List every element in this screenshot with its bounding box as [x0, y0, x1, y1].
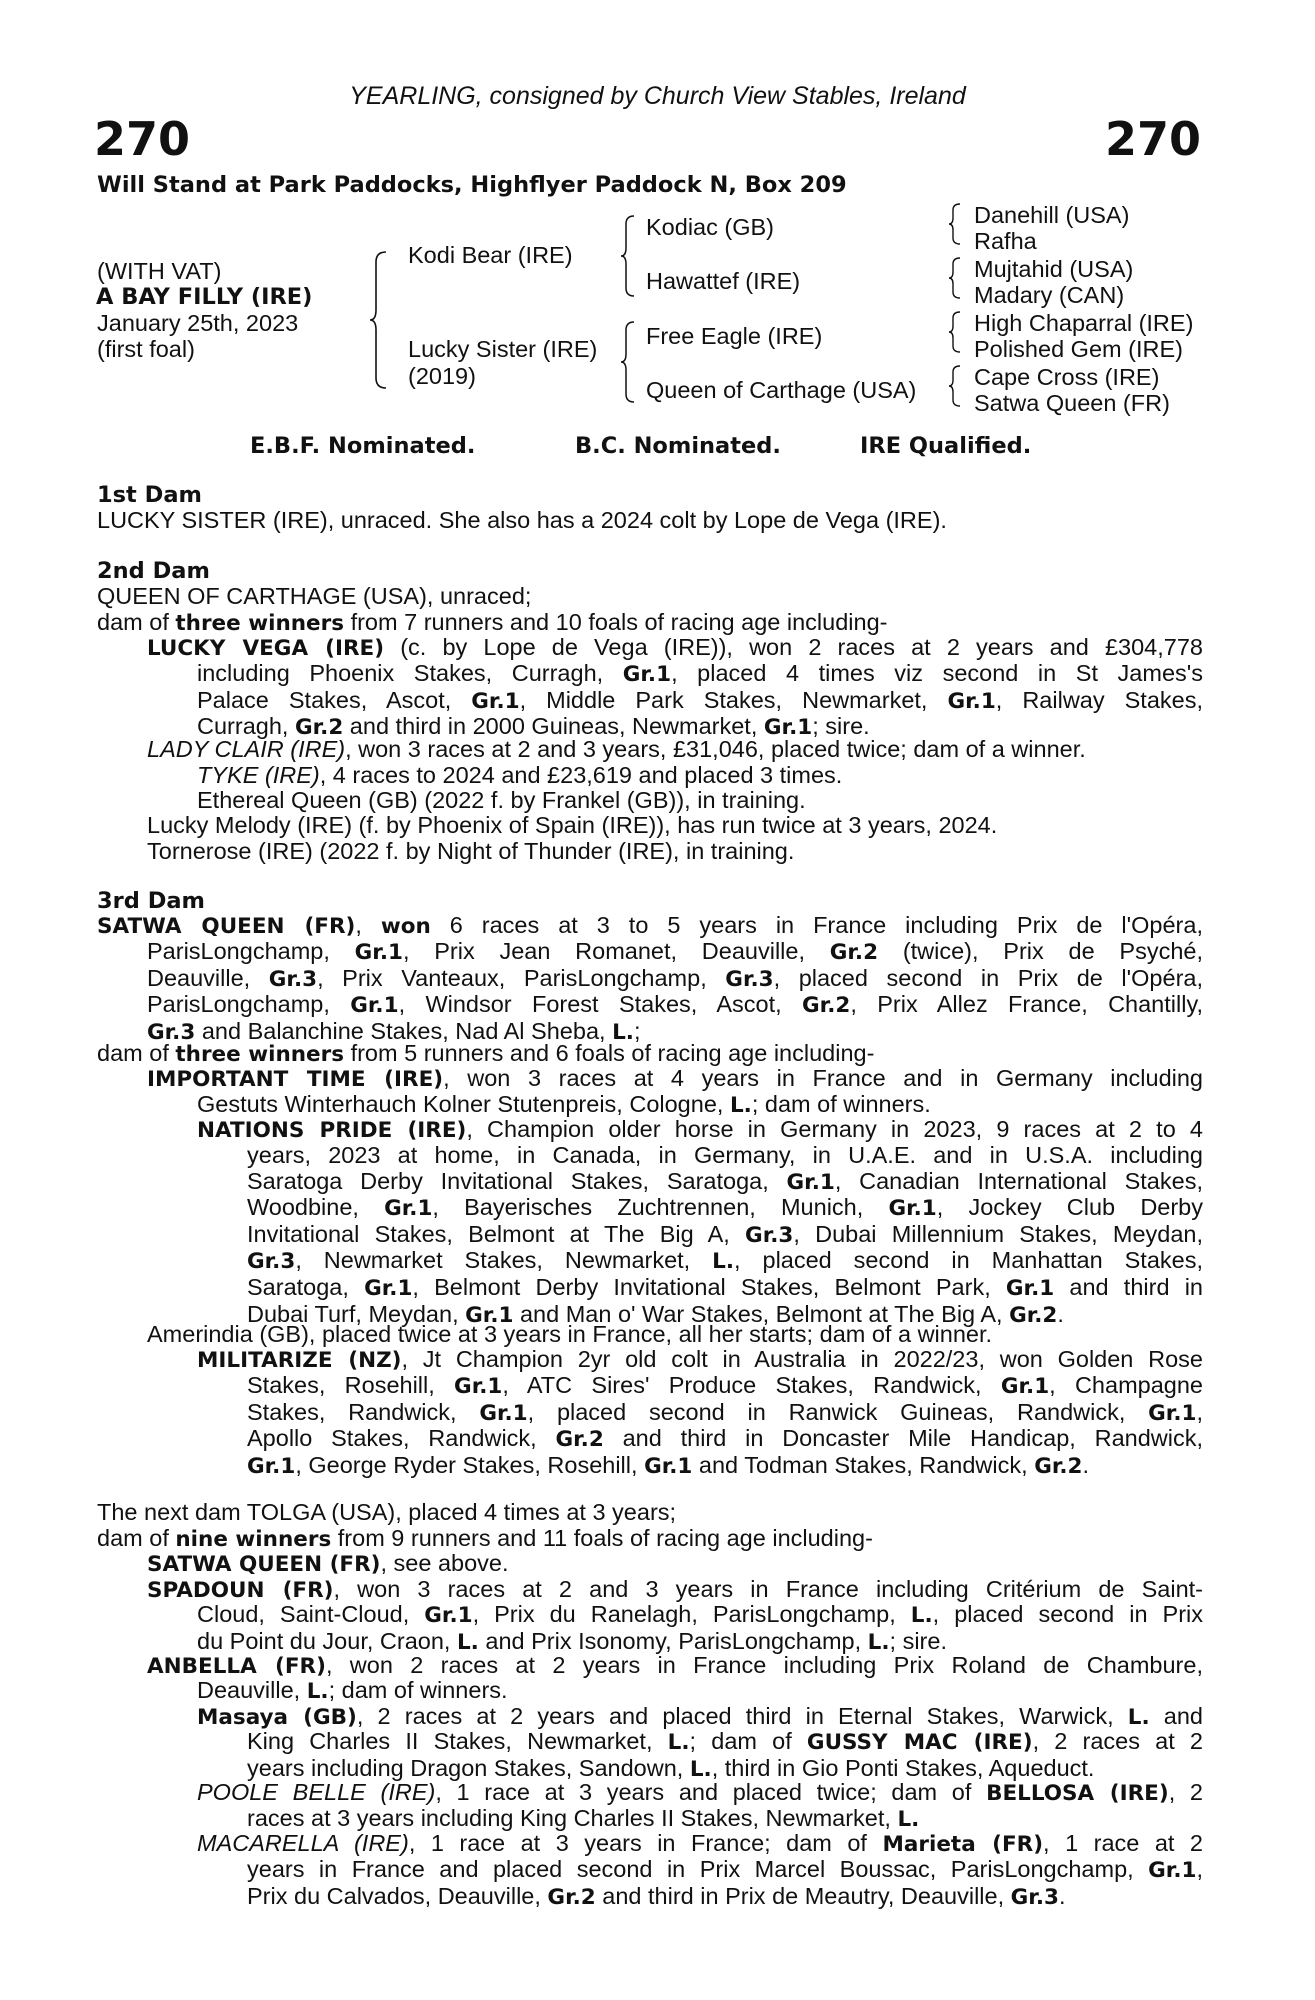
catalogue-subtitle: YEARLING, consigned by Church View Stables, Ireland	[349, 82, 966, 110]
spadoun-details: Cloud, Saint-Cloud, Gr.1, Prix du Ranelagh, ParisLongchamp, L., placed second in Prix du Point du Jour, Craon, L. and Prix Isonomy, ParisLongchamp, L.; sire.	[197, 1601, 1203, 1655]
macarella-entry: MACARELLA (IRE), 1 race at 3 years in France; dam of Marieta (FR), 1 race at 2	[197, 1830, 1203, 1857]
dam-name: Lucky Sister (IRE)	[408, 336, 598, 362]
satwa-queen-first-line: SATWA QUEEN (FR), won 6 races at 3 to 5 years in France including Prix de l'Opéra,	[97, 912, 1203, 939]
first-dam-heading: 1st Dam	[97, 482, 202, 508]
horse-name: A BAY FILLY (IRE)	[96, 284, 313, 310]
bc-nomination: B.C. Nominated.	[575, 433, 781, 459]
third-dam-heading: 3rd Dam	[97, 888, 205, 914]
pedigree-brace-2a	[620, 214, 638, 298]
tyke-entry: TYKE (IRE), 4 races to 2024 and £23,619 and placed 3 times.	[197, 762, 843, 788]
spadoun-name: SPADOUN (FR)	[147, 1578, 334, 1603]
ebf-nomination: E.B.F. Nominated.	[250, 433, 476, 459]
pedigree-brace-3a	[948, 202, 964, 246]
masaya-entry: Masaya (GB), 2 races at 2 years and placed third in Eternal Stakes, Warwick, L. and	[197, 1703, 1204, 1730]
nations-pride-details: years, 2023 at home, in Canada, in Germany, in U.A.E. and in U.S.A. including Saratoga Derby Invitational Stakes, Saratoga, Gr.1, Canadian International Stakes, Woodbine, Gr.1, Bayerisches Zuchtrennen, Munich, Gr.1, Jockey Club Derby Invitational Stakes, Belmont at The Big A, Gr.3, Dubai Millennium Stakes, Meydan, Gr.3, Newmarket Stakes, Newmarket, L., placed second in Manhattan Stakes, Saratoga, Gr.1, Belmont Derby Invitational Stakes, Belmont Park, Gr.1 and third in Dubai Turf, Meydan, Gr.1 and Man o' War Stakes, Belmont at The Big A, Gr.2.	[247, 1142, 1204, 1328]
poole-belle-entry: POOLE BELLE (IRE), 1 race at 3 years and placed twice; dam of BELLOSA (IRE), 2	[197, 1779, 1203, 1806]
second-dam-produce: dam of three winners from 7 runners and 10 foals of racing age including-	[97, 608, 888, 636]
vat-note: (WITH VAT)	[97, 258, 222, 284]
ggs-4: Madary (CAN)	[974, 282, 1125, 308]
satwa-queen-name: SATWA QUEEN (FR)	[97, 914, 356, 939]
sire-sire: Kodiac (GB)	[646, 214, 774, 240]
second-dam-heading: 2nd Dam	[97, 558, 210, 584]
lot-number-left: 270	[94, 112, 191, 166]
spadoun-entry: SPADOUN (FR), won 3 races at 2 and 3 years in France including Critérium de Saint-	[147, 1576, 1203, 1603]
ggs-1: Danehill (USA)	[974, 202, 1130, 228]
next-dam-produce: dam of nine winners from 9 runners and 11 foals of racing age including-	[97, 1525, 873, 1552]
ggs-2: Rafha	[974, 228, 1037, 254]
important-time-name: IMPORTANT TIME (IRE)	[147, 1067, 444, 1092]
important-time-details: Gestuts Winterhauch Kolner Stutenpreis, Cologne, L.; dam of winners.	[197, 1091, 931, 1118]
ggs-6: Polished Gem (IRE)	[974, 336, 1183, 362]
satwa-queen-details: ParisLongchamp, Gr.1, Prix Jean Romanet, Deauville, Gr.2 (twice), Prix de Psyché, Deauville, Gr.3, Prix Vanteaux, ParisLongchamp, Gr.3, placed second in Prix de l'Opéra, ParisLongchamp, Gr.1, Windsor Forest Stakes, Ascot, Gr.2, Prix Allez France, Chantilly, Gr.3 and Balanchine Stakes, Nad Al Sheba, L.;	[147, 938, 1203, 1045]
masaya-details: King Charles II Stakes, Newmarket, L.; dam of GUSSY MAC (IRE), 2 races at 2 years including Dragon Stakes, Sandown, L., third in Gio Ponti Stakes, Aqueduct.	[247, 1728, 1204, 1782]
foal-note: (first foal)	[97, 336, 195, 362]
pedigree-brace-1	[368, 250, 390, 390]
militarize-entry: MILITARIZE (NZ), Jt Champion 2yr old colt in Australia in 2022/23, won Golden Rose	[197, 1346, 1203, 1373]
dam-year: (2019)	[408, 363, 476, 389]
pedigree-brace-3c	[948, 310, 964, 354]
date-of-birth: January 25th, 2023	[97, 310, 299, 336]
satwa-queen-see-above: SATWA QUEEN (FR), see above.	[147, 1550, 509, 1577]
next-dam-name: The next dam TOLGA (USA), placed 4 times at 3 years;	[97, 1499, 677, 1525]
pedigree-brace-2b	[620, 320, 638, 404]
amerindia-entry: Amerindia (GB), placed twice at 3 years in France, all her starts; dam of a winner.	[147, 1321, 993, 1347]
ggs-7: Cape Cross (IRE)	[974, 364, 1160, 390]
dam-dam: Queen of Carthage (USA)	[646, 377, 917, 403]
masaya-name: Masaya (GB)	[197, 1705, 357, 1730]
sire-dam: Hawattef (IRE)	[646, 268, 801, 294]
second-dam-section	[97, 584, 1203, 636]
anbella-name: ANBELLA (FR)	[147, 1654, 326, 1679]
militarize-details: Stakes, Rosehill, Gr.1, ATC Sires' Produce Stakes, Randwick, Gr.1, Champagne Stakes, Randwick, Gr.1, placed second in Ranwick Guineas, Randwick, Gr.1, Apollo Stakes, Randwick, Gr.2 and third in Doncaster Mile Handicap, Randwick, Gr.1, George Ryder Stakes, Rosehill, Gr.1 and Todman Stakes, Randwick, Gr.2.	[247, 1372, 1204, 1479]
lucky-vega-details: including Phoenix Stakes, Curragh, Gr.1, placed 4 times viz second in St James's Palace Stakes, Ascot, Gr.1, Middle Park Stakes, Newmarket, Gr.1, Railway Stakes, Curragh, Gr.2 and third in 2000 Guineas, Newmarket, Gr.1; sire.	[197, 660, 1204, 741]
nations-pride-name: NATIONS PRIDE (IRE)	[197, 1118, 467, 1143]
ire-qualified: IRE Qualified.	[860, 433, 1032, 459]
sire-name: Kodi Bear (IRE)	[408, 242, 573, 268]
ggs-8: Satwa Queen (FR)	[974, 390, 1170, 416]
poole-belle-details: races at 3 years including King Charles II Stakes, Newmarket, L.	[247, 1805, 920, 1832]
pedigree-brace-3b	[948, 256, 964, 300]
anbella-entry: ANBELLA (FR), won 2 races at 2 years in France including Prix Roland de Chambure,	[147, 1652, 1203, 1679]
third-dam-produce: dam of three winners from 5 runners and 6 foals of racing age including-	[97, 1040, 875, 1067]
pedigree-brace-3d	[948, 364, 964, 408]
ggs-3: Mujtahid (USA)	[974, 256, 1134, 282]
militarize-name: MILITARIZE (NZ)	[197, 1348, 402, 1373]
first-dam-text: LUCKY SISTER (IRE), unraced. She also has a 2024 colt by Lope de Vega (IRE).	[97, 507, 947, 533]
anbella-details: Deauville, L.; dam of winners.	[197, 1677, 508, 1704]
lucky-melody-entry: Lucky Melody (IRE) (f. by Phoenix of Spain (IRE)), has run twice at 3 years, 2024.	[147, 812, 998, 838]
lot-number-right: 270	[1105, 112, 1202, 166]
important-time-entry: IMPORTANT TIME (IRE), won 3 races at 4 years in France and in Germany including	[147, 1065, 1204, 1092]
macarella-details: years in France and placed second in Prix Marcel Boussac, ParisLongchamp, Gr.1, Prix du Calvados, Deauville, Gr.2 and third in Prix de Meautry, Deauville, Gr.3.	[247, 1856, 1203, 1910]
ggs-5: High Chaparral (IRE)	[974, 310, 1194, 336]
poole-belle-name: POOLE BELLE (IRE)	[197, 1779, 436, 1805]
lucky-vega-name: LUCKY VEGA (IRE)	[147, 636, 385, 661]
lady-clair-entry: LADY CLAIR (IRE), won 3 races at 2 and 3 years, £31,046, placed twice; dam of a winner.	[147, 736, 1086, 762]
tornerose-entry: Tornerose (IRE) (2022 f. by Night of Thunder (IRE), in training.	[147, 838, 795, 864]
stand-location: Will Stand at Park Paddocks, Highflyer Paddock N, Box 209	[97, 172, 847, 198]
lucky-vega-entry: LUCKY VEGA (IRE) (c. by Lope de Vega (IRE)), won 2 races at 2 years and £304,778	[147, 634, 1203, 661]
nations-pride-entry: NATIONS PRIDE (IRE), Champion older horse in Germany in 2023, 9 races at 2 to 4	[197, 1116, 1203, 1143]
dam-sire: Free Eagle (IRE)	[646, 323, 823, 349]
macarella-name: MACARELLA (IRE)	[197, 1830, 409, 1856]
second-dam-name: QUEEN OF CARTHAGE (USA), unraced;	[97, 583, 532, 609]
ethereal-queen-entry: Ethereal Queen (GB) (2022 f. by Frankel (GB)), in training.	[197, 787, 806, 813]
